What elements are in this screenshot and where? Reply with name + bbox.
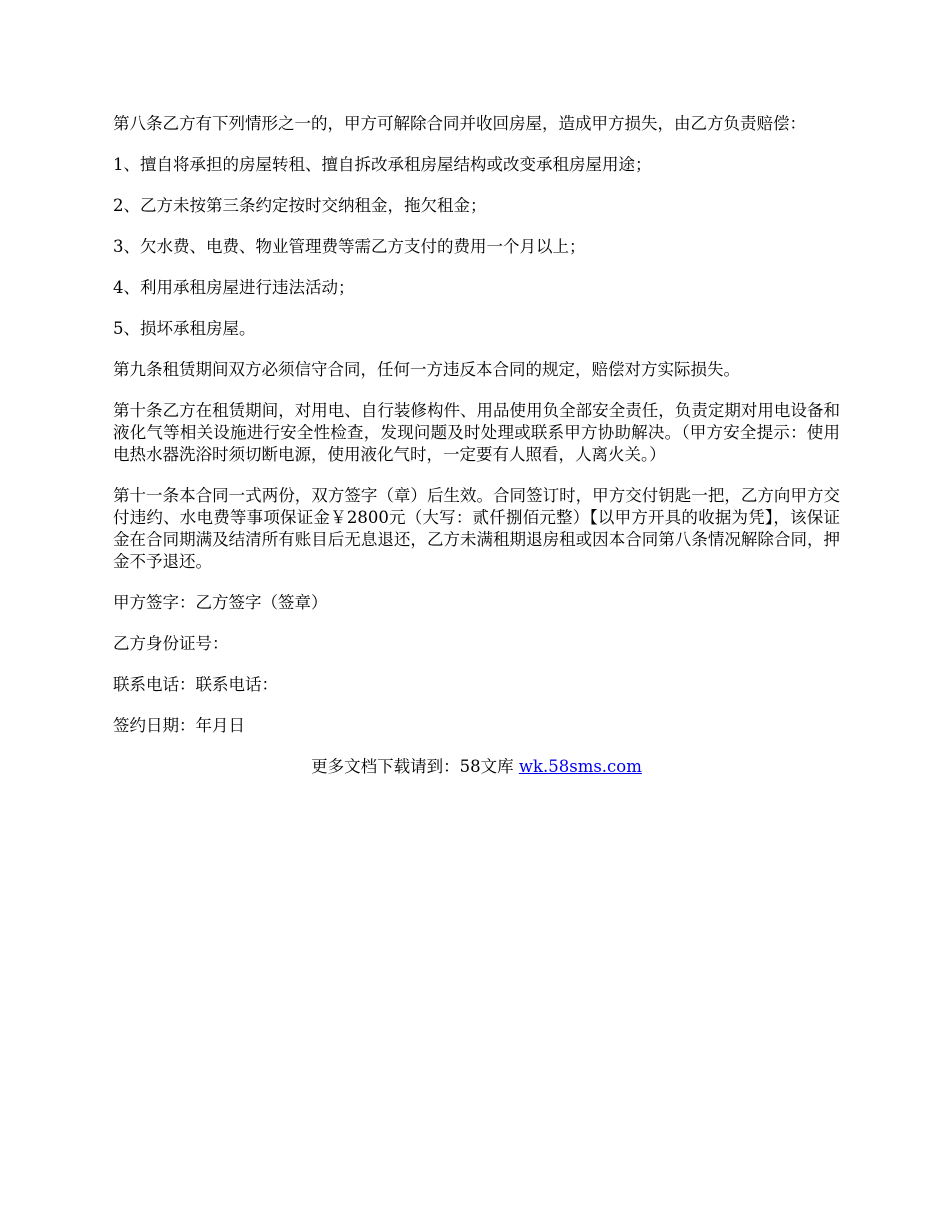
download-footer xyxy=(113,756,840,778)
footer-prefix: 更多文档下载请到：58文库 xyxy=(311,757,519,776)
clause-11: 第十一条本合同一式两份，双方签字（章）后生效。合同签订时，甲方交付钥匙一把，乙方向甲方交付违约、水电费等事项保证金￥2800元（大写：贰仟捌佰元整）【以甲方开具的收据为凭】，该保证金在合同期满及结清所有账目后无息退还，乙方未满租期退房租或因本合同第八条情况解除合同，押金不予退还。 xyxy=(113,486,840,571)
document-page xyxy=(113,113,840,778)
date-line: 签约日期：年月日 xyxy=(113,716,245,735)
signature-line: 甲方签字：乙方签字（签章） xyxy=(113,593,328,612)
clause-8-item-3: 3、欠水费、电费、物业管理费等需乙方支付的费用一个月以上； xyxy=(113,237,586,256)
clause-8: 第八条乙方有下列情形之一的，甲方可解除合同并收回房屋，造成甲方损失，由乙方负责赔偿： xyxy=(113,114,806,133)
clause-8-item-5: 5、损坏承租房屋。 xyxy=(113,319,256,338)
clause-8-item-1: 1、擅自将承担的房屋转租、擅自拆改承租房屋结构或改变承租房屋用途； xyxy=(113,155,652,174)
clause-8-item-2: 2、乙方未按第三条约定按时交纳租金，拖欠租金； xyxy=(113,196,487,215)
clause-9: 第九条租赁期间双方必须信守合同，任何一方违反本合同的规定，赔偿对方实际损失。 xyxy=(113,360,740,379)
footer-link[interactable]: wk.58sms.com xyxy=(518,757,642,776)
phone-line: 联系电话：联系电话： xyxy=(113,675,278,694)
clause-10: 第十条乙方在租赁期间，对用电、自行装修构件、用品使用负全部安全责任，负责定期对用电设备和液化气等相关设施进行安全性检查，发现问题及时处理或联系甲方协助解决。（甲方安全提示：使用电热水器洗浴时须切断电源，使用液化气时，一定要有人照看，人离火关。） xyxy=(113,401,840,464)
id-number-line: 乙方身份证号： xyxy=(113,634,229,653)
clause-8-item-4: 4、利用承租房屋进行违法活动； xyxy=(113,278,355,297)
